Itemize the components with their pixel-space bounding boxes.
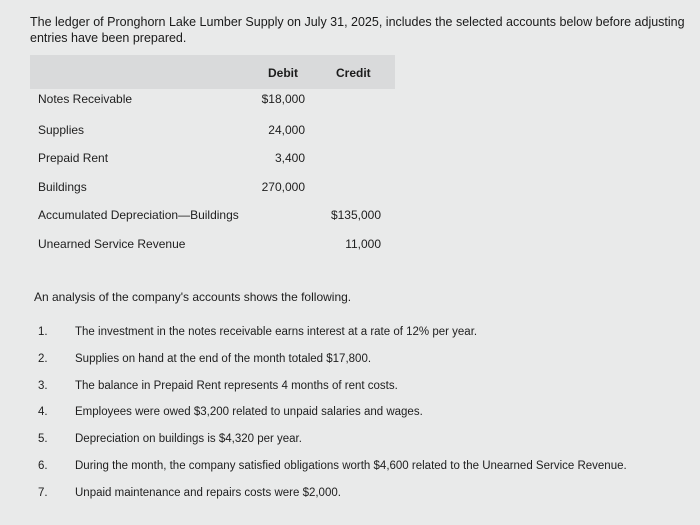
list-item bbox=[38, 433, 678, 460]
credit-value: $135,000 bbox=[330, 208, 381, 222]
item-number: 2. bbox=[38, 352, 48, 365]
debit-value: $18,000 bbox=[261, 92, 305, 106]
ledger-table-header bbox=[30, 55, 395, 89]
list-item bbox=[38, 406, 678, 433]
table-row bbox=[30, 89, 395, 118]
intro-paragraph: The ledger of Pronghorn Lake Lumber Supply on July 31, 2025, includes the selected accounts below before adjusting entries have been prepared. bbox=[30, 15, 685, 45]
debit-header: Debit bbox=[268, 66, 298, 80]
item-number: 5. bbox=[38, 433, 48, 446]
analysis-heading: An analysis of the company's accounts shows the following. bbox=[34, 290, 352, 304]
ledger-table-body bbox=[30, 89, 395, 260]
table-row bbox=[30, 203, 395, 232]
list-item bbox=[38, 460, 678, 487]
table-row bbox=[30, 175, 395, 204]
item-text: Employees were owed $3,200 related to unpaid salaries and wages. bbox=[75, 406, 423, 419]
account-name: Prepaid Rent bbox=[38, 151, 109, 165]
credit-header: Credit bbox=[336, 66, 371, 80]
table-row bbox=[30, 146, 395, 175]
analysis-list bbox=[38, 326, 678, 514]
table-row bbox=[30, 232, 395, 261]
item-text: The balance in Prepaid Rent represents 4 months of rent costs. bbox=[75, 379, 398, 392]
list-item bbox=[38, 380, 678, 407]
account-name: Unearned Service Revenue bbox=[38, 236, 186, 251]
debit-value: 24,000 bbox=[268, 122, 305, 137]
item-text: Depreciation on buildings is $4,320 per year. bbox=[75, 433, 302, 446]
item-number: 1. bbox=[38, 326, 48, 338]
debit-value: 270,000 bbox=[261, 179, 305, 194]
item-number: 4. bbox=[38, 406, 48, 419]
item-number: 6. bbox=[38, 459, 48, 472]
item-text: Supplies on hand at the end of the month totaled $17,800. bbox=[75, 352, 372, 365]
item-text: During the month, the company satisfied obligations worth $4,600 related to the Unearned Service Revenue. bbox=[75, 459, 627, 472]
account-name: Supplies bbox=[38, 122, 85, 137]
item-number: 3. bbox=[38, 379, 48, 392]
account-name: Buildings bbox=[38, 179, 87, 194]
table-row bbox=[30, 118, 395, 147]
item-text: Unpaid maintenance and repairs costs were $2,000. bbox=[75, 486, 341, 499]
debit-value: 3,400 bbox=[274, 151, 305, 165]
item-text: The investment in the notes receivable earns interest at a rate of 12% per year. bbox=[75, 326, 478, 338]
account-name: Notes Receivable bbox=[38, 92, 133, 106]
credit-value: 11,000 bbox=[345, 236, 381, 251]
list-item bbox=[38, 353, 678, 380]
item-number: 7. bbox=[38, 486, 48, 499]
list-item bbox=[38, 487, 678, 514]
account-name: Accumulated Depreciation—Buildings bbox=[38, 208, 239, 222]
list-item bbox=[38, 326, 678, 353]
ledger-table bbox=[30, 55, 395, 260]
